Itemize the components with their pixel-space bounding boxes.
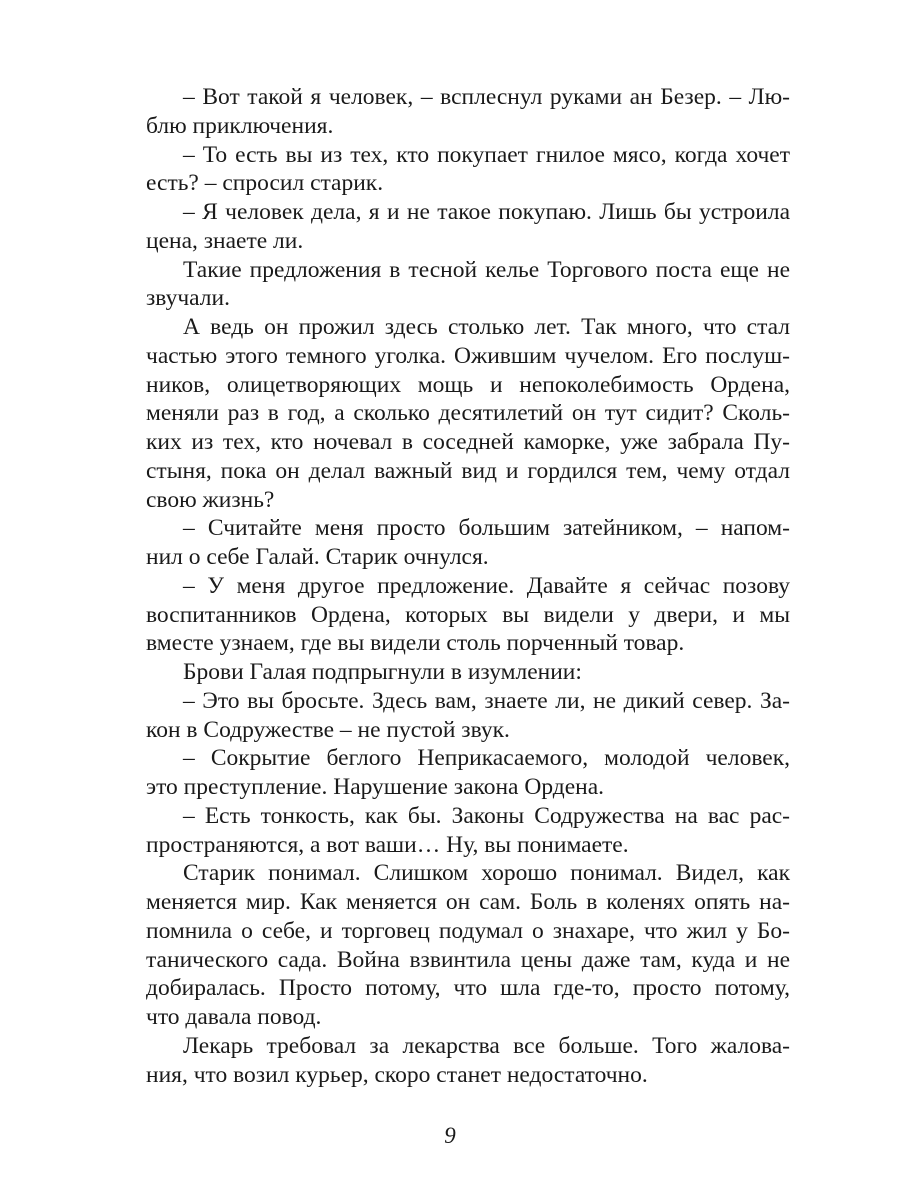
text-line: – Сокрытие беглого Неприкасаемого, молодой человек, [183, 745, 790, 772]
text-line: стыня, пока он делал важный вид и гордился тем, чему отдал [146, 457, 790, 484]
text-line: есть? – спросил старик. [146, 170, 384, 197]
text-line: ких из тех, кто ночевал в соседней каморке, уже забрала Пу- [146, 429, 790, 455]
page-text-block [146, 83, 790, 1089]
text-line: что давала повод. [146, 1004, 322, 1030]
text-line: Брови Галая подпрыгнули в изумлении: [183, 659, 582, 685]
text-line: звучали. [146, 285, 230, 312]
text-line: пространяются, а вот ваши… Ну, вы понимаете. [146, 831, 629, 858]
text-line: ников, олицетворяющих мощь и непоколебимость Ордена, [146, 371, 790, 398]
text-line: – Вот такой я человек, – всплеснул руками ан Безер. – Лю- [183, 84, 790, 110]
text-line: воспитанников Ордена, которых вы видели у двери, и мы [146, 601, 790, 628]
text-line: это преступление. Нарушение закона Ордена. [146, 774, 605, 800]
text-line: Старик понимал. Слишком хорошо понимал. Видел, как [183, 860, 790, 887]
page-number: 9 [444, 1123, 456, 1148]
text-line: меняется мир. Как меняется он сам. Боль в коленях опять на- [146, 889, 790, 915]
text-line: вместе узнаем, где вы видели столь порченный товар. [146, 630, 685, 657]
text-line: А ведь он прожил здесь столько лет. Так много, что стал [183, 314, 790, 340]
text-line: – У меня другое предложение. Давайте я сейчас позову [183, 572, 790, 599]
text-line: меняли раз в год, а сколько десятилетий он тут сидит? Сколь- [146, 400, 790, 427]
text-line: цена, знаете ли. [146, 227, 304, 254]
text-line: добиралась. Просто потому, что шла где-то, просто потому, [146, 975, 790, 1002]
text-line: танического сада. Война взвинтила цены даже там, куда и не [146, 946, 790, 973]
text-line: блю приключения. [146, 112, 334, 139]
text-line: свою жизнь? [146, 486, 275, 513]
text-line: кон в Содружестве – не пустой звук. [146, 716, 510, 743]
text-line: – Есть тонкость, как бы. Законы Содружества на вас рас- [183, 802, 790, 829]
text-line: – Считайте меня просто большим затейником, – напом- [183, 515, 790, 542]
text-line: помнила о себе, и торговец подумал о знахаре, что жил у Бо- [146, 917, 790, 944]
text-line: – Это вы бросьте. Здесь вам, знаете ли, не дикий север. За- [183, 687, 790, 714]
text-line: Такие предложения в тесной келье Торгового поста еще не [183, 256, 790, 283]
text-line: частью этого темного уголка. Ожившим чучелом. Его послуш- [146, 342, 790, 369]
text-line: – Я человек дела, я и не такое покупаю. Лишь бы устроила [183, 199, 790, 225]
text-line: нил о себе Галай. Старик очнулся. [146, 544, 489, 570]
text-line: – То есть вы из тех, кто покупает гнилое мясо, когда хочет [183, 141, 790, 168]
text-line: ния, что возил курьер, скоро станет недостаточно. [146, 1061, 648, 1088]
text-line: Лекарь требовал за лекарства все больше. Того жалова- [183, 1032, 790, 1059]
